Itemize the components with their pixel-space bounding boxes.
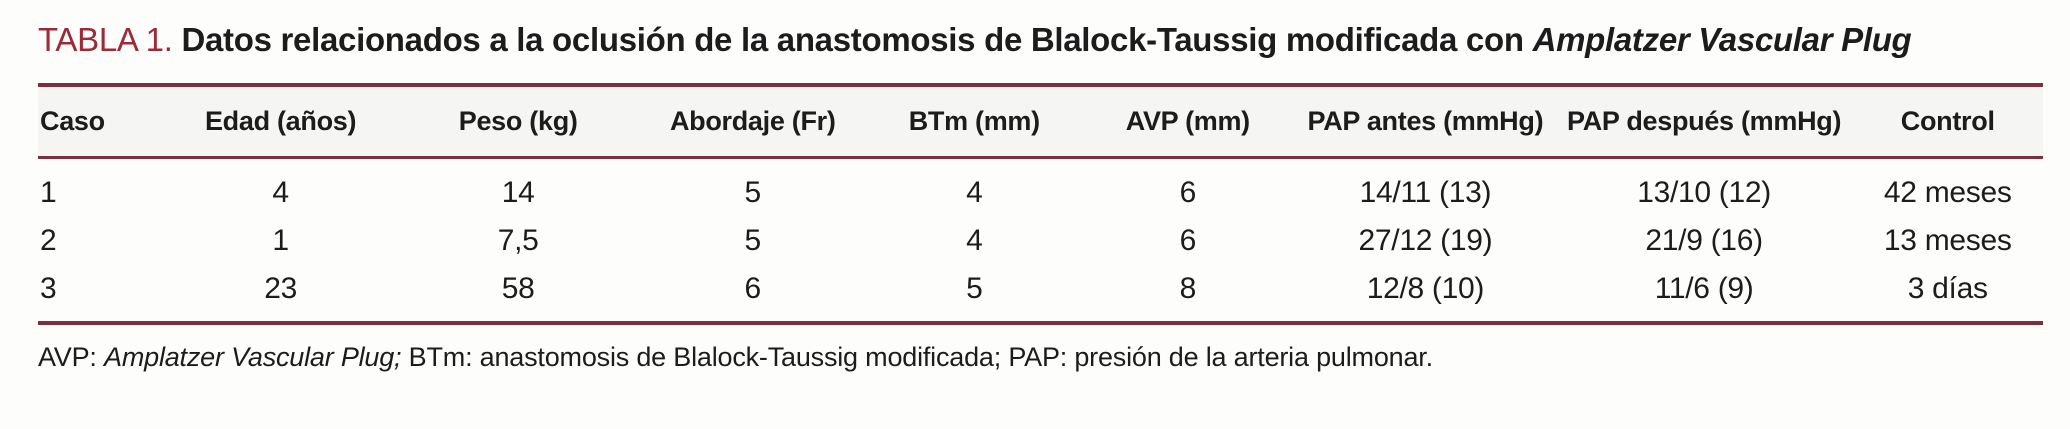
table-cell: 6 [744,272,761,305]
table-number-label: TABLA 1. [38,21,173,58]
column-header-edad: Edad (años) [204,106,357,136]
table-cell: 13 meses [1883,224,2012,257]
table-cell: 42 meses [1883,176,2012,209]
table-cell: 27/12 (19) [1358,224,1493,257]
table-cell: 3 [40,272,57,305]
table-cell: 6 [1179,176,1196,209]
table-cell: 14/11 (13) [1359,176,1492,209]
table-footnote [38,342,2043,373]
footnote-rest: BTm: anastomosis de Blalock-Taussig modificada; PAP: presión de la arteria pulmonar. [401,342,1433,372]
table-cell: 1 [272,224,289,257]
table-cell: 5 [744,176,761,209]
column-header-avp: AVP (mm) [1125,106,1250,136]
table-body [38,158,2043,324]
table-cell: 14 [501,176,535,209]
table-cell: 7,5 [497,224,539,257]
column-header-abordaje: Abordaje (Fr) [669,106,836,136]
table-cell: 58 [501,272,535,305]
table-row [38,158,2043,218]
table-cell: 13/10 (12) [1637,176,1771,209]
column-header-btm: BTm (mm) [908,106,1040,136]
table-cell: 11/6 (9) [1654,272,1754,305]
table-cell: 1 [40,176,57,209]
table-cell: 12/8 (10) [1366,272,1485,305]
header-row [38,85,2043,158]
table-title-emphasis: Amplatzer Vascular Plug [1532,21,1912,58]
table-row [38,217,2043,265]
table-row [38,265,2043,323]
data-table [38,83,2043,325]
table-cell: 5 [744,224,761,257]
table-cell: 4 [272,176,289,209]
table-cell: 4 [966,176,983,209]
table-cell: 4 [966,224,983,257]
table-cell: 21/9 (16) [1645,224,1763,257]
table-cell: 5 [966,272,983,305]
table-cell: 6 [1179,224,1196,257]
table-cell: 23 [264,272,297,305]
column-header-peso: Peso (kg) [458,106,578,136]
table-title [38,16,1918,63]
table-title-text: Datos relacionados a la oclusión de la anastomosis de Blalock-Taussig modificada con [181,21,1524,58]
column-header-caso: Caso [40,106,105,136]
footnote-abbrev-avp: AVP: [38,342,105,372]
column-header-pap-antes: PAP antes (mmHg) [1307,106,1544,136]
column-header-pap-despues: PAP después (mmHg) [1567,106,1842,136]
table-cell: 8 [1179,272,1196,305]
table-cell: 3 días [1907,272,1988,305]
column-header-control: Control [1900,106,1995,136]
table-cell: 2 [40,224,57,257]
table-header [38,85,2043,158]
footnote-avp-expansion: Amplatzer Vascular Plug; [104,342,402,372]
